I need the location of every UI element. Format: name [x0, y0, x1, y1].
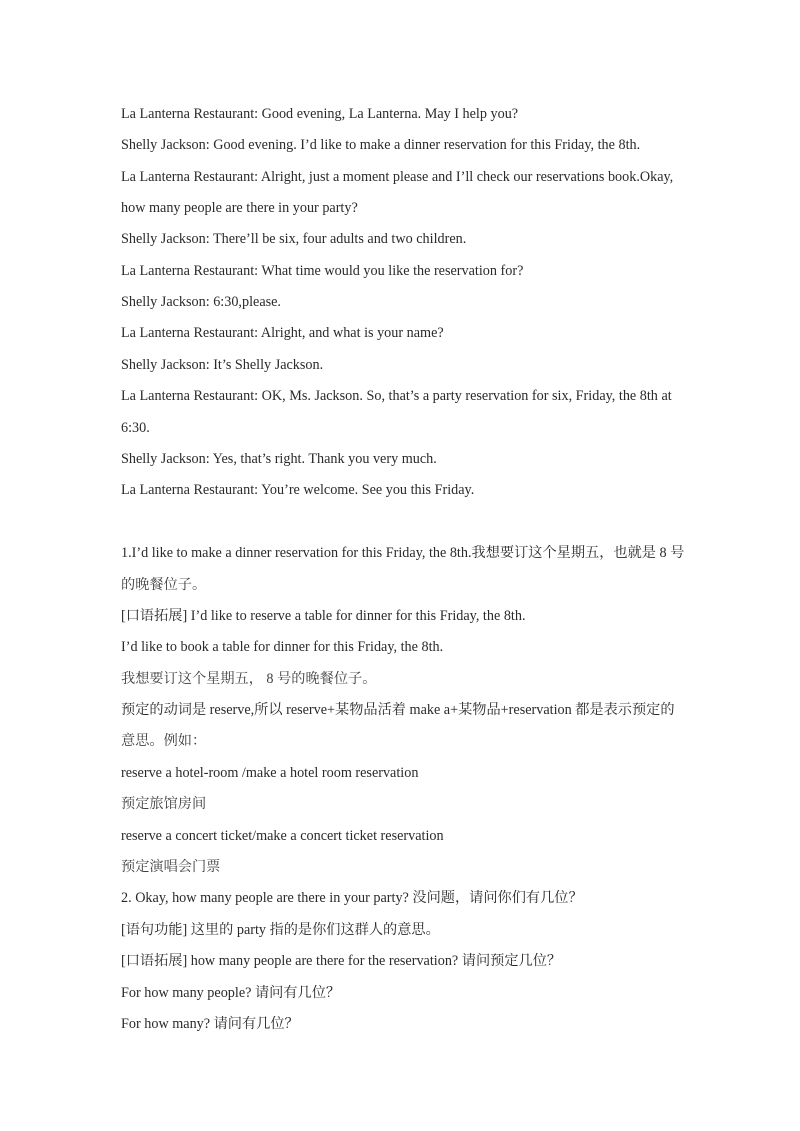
note-line: [口语拓展] I’d like to reserve a table for dinner for this Friday, the 8th. — [121, 608, 526, 624]
note-line: 2. Okay, how many people are there in your party? 没问题，请问你们有几位？ — [121, 890, 583, 906]
note-line: reserve a concert ticket/make a concert ticket reservation — [121, 828, 444, 844]
note-line: 预定演唱会门票 — [121, 859, 221, 875]
note-line: For how many people? 请问有几位？ — [121, 985, 341, 1001]
dialogue-line: Shelly Jackson: There’ll be six, four adults and two children. — [121, 231, 467, 247]
dialogue-line: La Lanterna Restaurant: Alright, and what is your name? — [121, 325, 444, 341]
note-line: [语句功能] 这里的 party 指的是你们这群人的意思。 — [121, 922, 440, 938]
note-line: [口语拓展] how many people are there for the reservation? 请问预定几位？ — [121, 953, 562, 969]
dialogue-line: La Lanterna Restaurant: What time would you like the reservation for? — [121, 263, 524, 279]
note-line: 预定旅馆房间 — [121, 796, 207, 812]
note-line: 意思。例如： — [121, 733, 207, 749]
dialogue-line: Shelly Jackson: Good evening. I’d like to make a dinner reservation for this Friday, the 8th. — [121, 137, 641, 153]
dialogue-line: La Lanterna Restaurant: You’re welcome. See you this Friday. — [121, 482, 475, 498]
dialogue-line: how many people are there in your party? — [121, 200, 358, 216]
dialogue-line: Shelly Jackson: 6:30,please. — [121, 294, 281, 310]
note-line: 预定的动词是 reserve,所以 reserve+某物品活着 make a+某物品+reservation 都是表示预定的 — [121, 702, 675, 718]
note-line: 的晚餐位子。 — [121, 577, 207, 593]
dialogue-line: La Lanterna Restaurant: Alright, just a moment please and I’ll check our reservations book.Okay, — [121, 169, 674, 185]
note-line: 1.I’d like to make a dinner reservation for this Friday, the 8th.我想要订这个星期五，也就是 8 号 — [121, 545, 685, 561]
note-line: 我想要订这个星期五， 8 号的晚餐位子。 — [121, 671, 377, 687]
note-line: For how many? 请问有几位？ — [121, 1016, 299, 1032]
dialogue-line: La Lanterna Restaurant: Good evening, La Lanterna. May I help you? — [121, 106, 519, 122]
dialogue-line: 6:30. — [121, 420, 150, 436]
note-line: reserve a hotel-room /make a hotel room reservation — [121, 765, 419, 781]
dialogue-line: La Lanterna Restaurant: OK, Ms. Jackson. So, that’s a party reservation for six, Friday, the 8th at — [121, 388, 672, 404]
dialogue-line: Shelly Jackson: Yes, that’s right. Thank you very much. — [121, 451, 437, 467]
note-line: I’d like to book a table for dinner for this Friday, the 8th. — [121, 639, 444, 655]
dialogue-line: Shelly Jackson: It’s Shelly Jackson. — [121, 357, 324, 373]
